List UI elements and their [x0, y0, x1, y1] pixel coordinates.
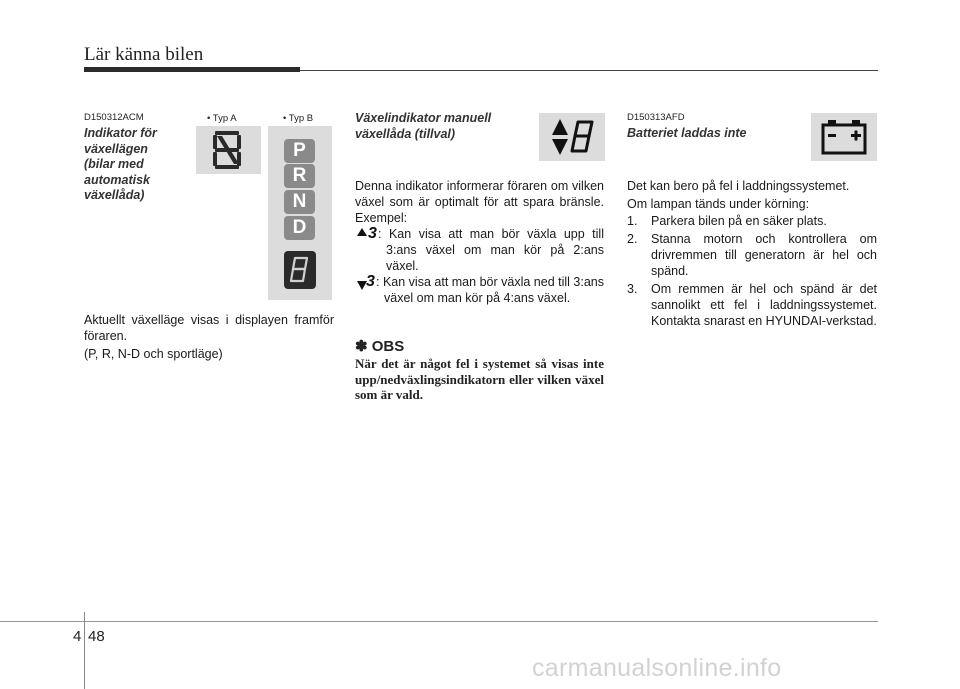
- list-item: [627, 231, 877, 279]
- section-code: D150313AFD: [627, 112, 685, 123]
- section-heading: [84, 126, 196, 204]
- page-number: 48: [88, 628, 105, 645]
- body-paragraph: Om lampan tänds under körning:: [627, 197, 810, 211]
- heading-line: växellåda (tillval): [355, 126, 456, 141]
- shift-indicator-icon-box: [539, 113, 605, 161]
- shift-down-description: : Kan visa att man bör växla ned till 3:ans växel om man kör på 4:ans växel.: [376, 275, 604, 305]
- gear-d-indicator: D: [284, 216, 315, 240]
- note-body: När det är något fel i systemet så visas inte upp/nedväxlingsindikatorn eller vilken växel som är vald.: [355, 356, 604, 402]
- list-item-text: Stanna motorn och kontrollera om drivremmen till generatorn är hel och spänd.: [651, 232, 877, 278]
- segment-display-icon: [196, 126, 261, 174]
- steps-list: [627, 213, 877, 329]
- heading-line: (bilar med: [84, 157, 144, 171]
- list-item: [627, 281, 877, 329]
- body-paragraph: (P, R, N-D och sportläge): [84, 347, 223, 361]
- heading-line: växellägen: [84, 141, 148, 156]
- heading-line: Växelindikator manuell: [355, 111, 492, 125]
- body-paragraph: Det kan bero på fel i laddningssystemet.: [627, 179, 850, 193]
- type-b-label: • Typ B: [283, 113, 314, 124]
- battery-warning-icon: [811, 113, 877, 161]
- intro-paragraph: Denna indikator informerar föraren om vilken växel som är optimalt för att spara bränsle. Exempel:: [355, 179, 604, 225]
- gear-digit-display: [284, 251, 316, 289]
- shift-up-text: [378, 226, 604, 274]
- section-heading: Batteriet laddas inte: [627, 126, 747, 140]
- footer-divider: [84, 612, 85, 689]
- shift-down-text: [376, 274, 604, 306]
- header-bar: [84, 67, 300, 72]
- list-item-number: 3.: [627, 282, 638, 296]
- gear-display-type-b: [268, 126, 332, 300]
- shift-up-digit: 3: [368, 225, 377, 242]
- shift-down-digit: 3: [366, 273, 375, 290]
- body-paragraph: Aktuellt växelläge visas i displayen framför föraren.: [84, 313, 334, 343]
- gear-p-indicator: P: [284, 139, 315, 163]
- heading-line: automatisk: [84, 172, 150, 187]
- footer-rule: [0, 621, 878, 622]
- list-item: [627, 213, 877, 229]
- gear-n-indicator: N: [284, 190, 315, 214]
- note-title: ✽ OBS: [355, 338, 405, 355]
- watermark: carmanualsonline.info: [532, 654, 782, 682]
- header-rule: [300, 70, 878, 71]
- digit-eight-icon: [284, 251, 316, 289]
- gear-display-type-a: [196, 126, 261, 174]
- shift-up-down-icon: [539, 113, 605, 161]
- page-header-title: Lär känna bilen: [84, 44, 204, 65]
- section-code: D150312ACM: [84, 112, 144, 123]
- section-heading: [355, 111, 535, 142]
- list-item-text: Om remmen är hel och spänd är det sannolikt ett fel i laddningssystemet. Kontakta snarast en HYUNDAI-verkstad.: [651, 282, 877, 328]
- type-a-label: • Typ A: [207, 113, 237, 124]
- battery-icon-box: [811, 113, 877, 161]
- shift-up-description: : Kan visa att man bör växla upp till 3:ans växel om man kör på 2:ans växel.: [378, 227, 604, 273]
- chapter-number: 4: [73, 628, 82, 645]
- gear-r-indicator: R: [284, 164, 315, 188]
- heading-line: Indikator för: [84, 126, 157, 140]
- list-item-text: Parkera bilen på en säker plats.: [651, 214, 827, 228]
- heading-line: växellåda): [84, 188, 145, 202]
- list-item-number: 1.: [627, 214, 638, 228]
- list-item-number: 2.: [627, 232, 638, 246]
